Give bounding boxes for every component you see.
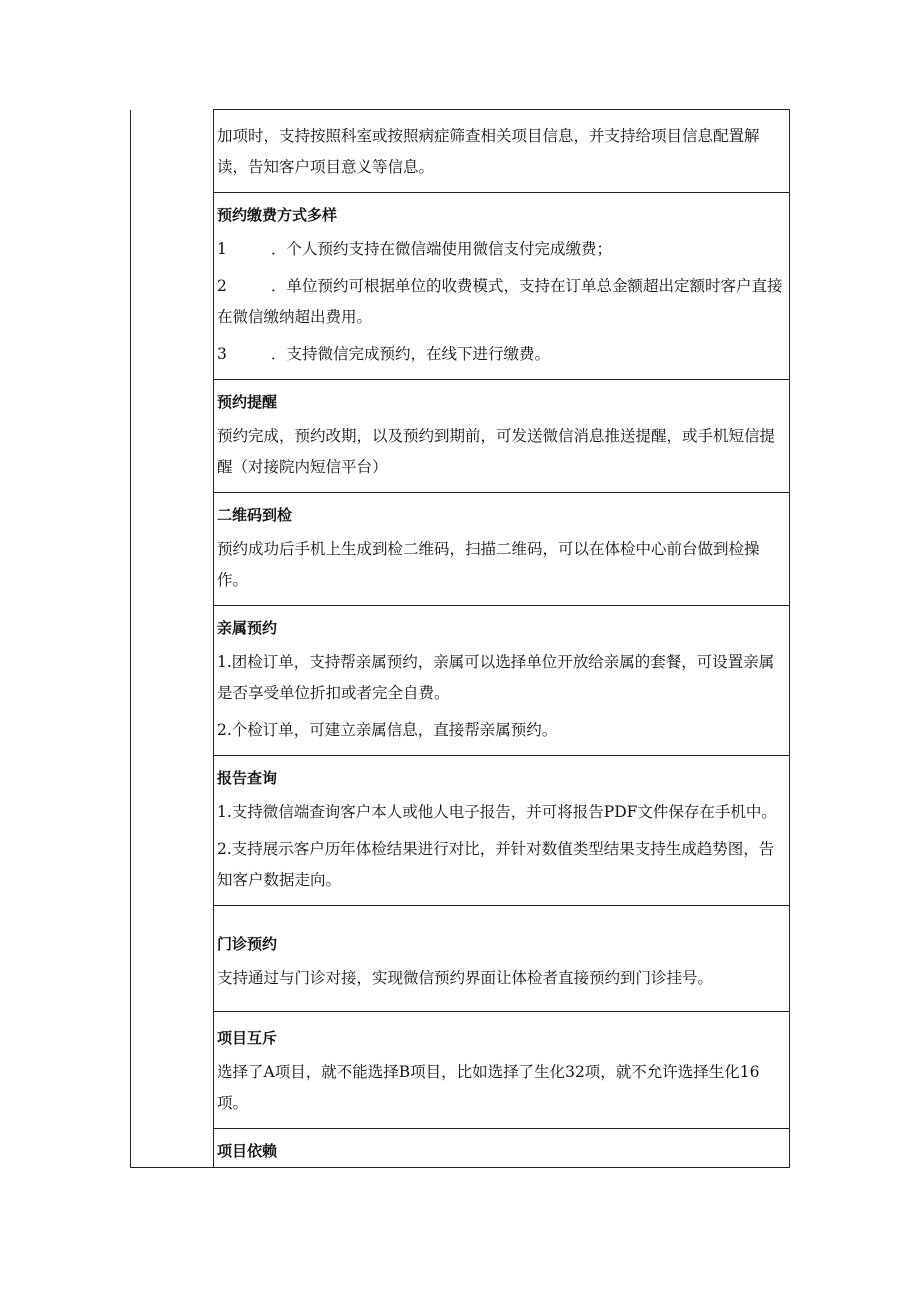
relatives-item: 2.个检订单，可建立亲属信息，直接帮亲属预约。 [217,721,558,739]
table-row [131,493,790,606]
table-row [131,1012,790,1129]
relatives-cell [214,606,790,756]
dependency-title: 项目依赖 [217,1142,278,1160]
qrcode-cell [214,493,790,606]
outpatient-cell [214,906,790,1012]
exclusion-text: 选择了A项目，就不能选择B项目，比如选择了生化32项，就不允许选择生化16项。 [217,1063,760,1112]
report-item: 1.支持微信端查询客户本人或他人电子报告，并可将报告PDF文件保存在手机中。 [217,803,777,821]
payment-item-number: 3 [217,345,227,363]
payment-cell [214,193,790,380]
payment-item-number: 2 [217,277,227,295]
reminder-cell [214,380,790,493]
table-row [131,110,790,193]
intro-text: 加项时，支持按照科室或按照病症筛查相关项目信息，并支持给项目信息配置解读，告知客户项目意义等信息。 [217,127,760,176]
qrcode-title: 二维码到检 [217,506,293,524]
table-row [131,1129,790,1168]
table-row [131,756,790,906]
payment-item [217,231,785,268]
relatives-item: 1.团检订单，支持帮亲属预约，亲属可以选择单位开放给亲属的套餐，可设置亲属是否享受单位折扣或者完全自费。 [217,653,775,702]
table-row [131,906,790,1012]
payment-item-text: ．个人预约支持在微信端使用微信支付完成缴费； [271,240,613,258]
table-row [131,606,790,756]
report-cell [214,756,790,906]
payment-item-number: 1 [217,240,227,258]
qrcode-text: 预约成功后手机上生成到检二维码，扫描二维码，可以在体检中心前台做到检操作。 [217,540,760,589]
table-row [131,380,790,493]
intro-cell [214,110,790,193]
exclusion-title: 项目互斥 [217,1029,278,1047]
payment-title: 预约缴费方式多样 [217,206,338,224]
table-row [131,193,790,380]
payment-item [217,268,785,336]
dependency-cell [214,1129,790,1168]
requirements-table [130,109,790,1168]
outpatient-title: 门诊预约 [217,935,278,953]
relatives-title: 亲属预约 [217,619,278,637]
payment-item-text: ．支持微信完成预约，在线下进行缴费。 [271,345,551,363]
payment-item [217,336,785,373]
exclusion-cell [214,1012,790,1129]
report-item: 2.支持展示客户历年体检结果进行对比，并针对数值类型结果支持生成趋势图，告知客户数据走向。 [217,840,775,889]
payment-item-text: ．单位预约可根据单位的收费模式，支持在订单总金额超出定额时客户直接在微信缴纳超出费用。 [217,277,783,326]
report-title: 报告查询 [217,769,278,787]
reminder-text: 预约完成，预约改期，以及预约到期前，可发送微信消息推送提醒，或手机短信提醒（对接院内短信平台） [217,427,776,476]
outpatient-text: 支持通过与门诊对接，实现微信预约界面让体检者直接预约到门诊挂号。 [217,969,714,987]
reminder-title: 预约提醒 [217,393,278,411]
table-left-column [131,110,214,1168]
